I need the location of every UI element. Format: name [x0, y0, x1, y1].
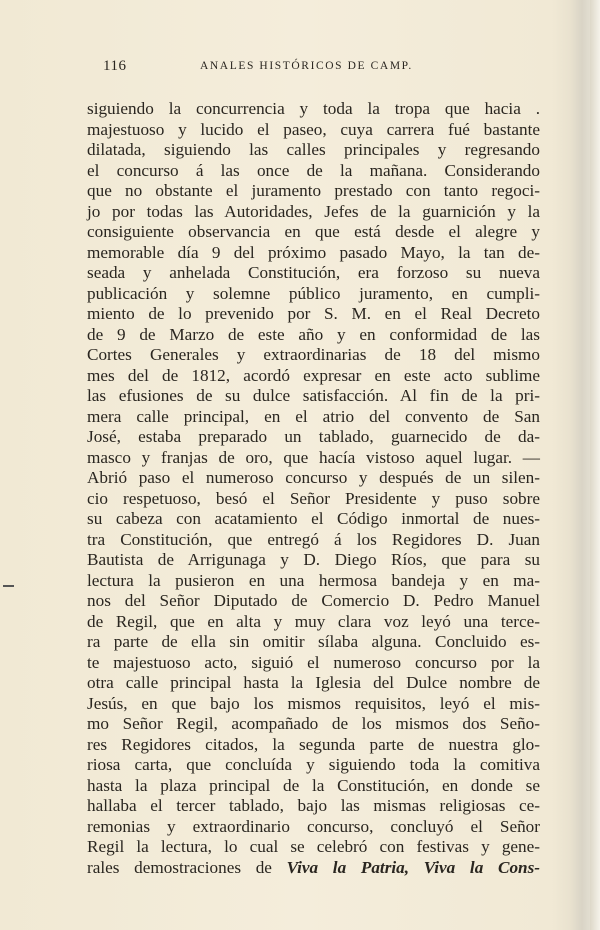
text-line: de Regil, que en alta y muy clara voz leyó una terce- — [87, 611, 540, 631]
text-line: siguiendo la concurrencia y toda la tropa que hacia . — [87, 99, 540, 118]
text-line: jo por todas las Autoridades, Jefes de la guarnición y la — [87, 201, 540, 221]
text-line: nos del Señor Diputado de Comercio D. Pedro Manuel — [87, 591, 540, 610]
italic-phrase: Viva la Patria, — [286, 857, 410, 877]
text-line: mo Señor Regil, acompañado de los mismos dos Seño- — [87, 714, 540, 733]
text-line: lectura la pusieron en una hermosa bandeja y en ma- — [87, 570, 540, 590]
text-line: Cortes Generales y extraordinarias de 18 del mismo — [87, 345, 540, 364]
body-text — [87, 99, 540, 878]
text-line: Bautista de Arrigunaga y D. Diego Ríos, que para su — [87, 550, 540, 569]
text-line: hasta la plaza principal de la Constitución, en donde se — [87, 775, 540, 795]
text-line: riosa carta, que concluída y siguiendo toda la comitiva — [87, 755, 540, 774]
text-line: mes del de 1812, acordó expresar en este acto sublime — [87, 365, 540, 385]
text-line: mera calle principal, en el atrio del convento de San — [87, 406, 540, 426]
text-line-last — [87, 858, 540, 879]
text-line: Jesús, en que bajo los mismos requisitos, leyó el mis- — [87, 693, 540, 713]
page-number: 116 — [103, 58, 127, 74]
text-line: cio respetuoso, besó el Señor Presidente y puso sobre — [87, 488, 540, 508]
text-line: consiguiente observancia en que está desde el alegre y — [87, 222, 540, 241]
italic-phrase: Viva la Cons- — [423, 857, 541, 877]
running-head-title: ANALES HISTÓRICOS DE CAMP. — [200, 60, 413, 72]
text-line: Regil la lectura, lo cual se celebró con festivas y gene- — [87, 837, 540, 856]
text-line: te majestuoso acto, siguió el numeroso concurso por la — [87, 652, 540, 672]
text-line: ra parte de ella sin omitir sílaba alguna. Concluido es- — [87, 632, 540, 651]
margin-mark — [3, 585, 14, 587]
text-line: remonias y extraordinario concurso, concluyó el Señor — [87, 816, 540, 836]
text-line: publicación y solemne público juramento, en cumpli- — [87, 283, 540, 303]
text-line: tra Constitución, que entregó á los Regidores D. Juan — [87, 529, 540, 549]
text-line: dilatada, siguiendo las calles principales y regresando — [87, 140, 540, 159]
text-line: masco y franjas de oro, que hacía vistoso aquel lugar. — — [87, 447, 540, 467]
text-line: su cabeza con acatamiento el Código inmortal de nues- — [87, 509, 540, 528]
text-line: que no obstante el juramento prestado con tanto regoci- — [87, 181, 540, 200]
text-line: miento de lo prevenido por S. M. en el Real Decreto — [87, 304, 540, 323]
text-line: otra calle principal hasta la Iglesia del Dulce nombre de — [87, 673, 540, 692]
text-line: de 9 de Marzo de este año y en conformidad de las — [87, 324, 540, 344]
text-line: José, estaba preparado un tablado, guarnecido de da- — [87, 427, 540, 446]
text-line: Abrió paso el numeroso concurso y después de un silen- — [87, 468, 540, 487]
text-line: las efusiones de su dulce satisfacción. Al fin de la pri- — [87, 386, 540, 405]
page-binding-edge — [590, 0, 600, 930]
text-line: hallaba el tercer tablado, bajo las mismas religiosas ce- — [87, 796, 540, 815]
text-line: el concurso á las once de la mañana. Considerando — [87, 160, 540, 180]
text-line: memorable día 9 del próximo pasado Mayo, la tan de- — [87, 242, 540, 262]
text-line: res Regidores citados, la segunda parte de nuestra glo- — [87, 734, 540, 754]
running-head — [103, 58, 573, 78]
text-line: majestuoso y lucido el paseo, cuya carrera fué bastante — [87, 119, 540, 139]
text-line: seada y anhelada Constitución, era forzoso su nueva — [87, 263, 540, 282]
text-fragment: rales demostraciones de — [87, 857, 287, 877]
